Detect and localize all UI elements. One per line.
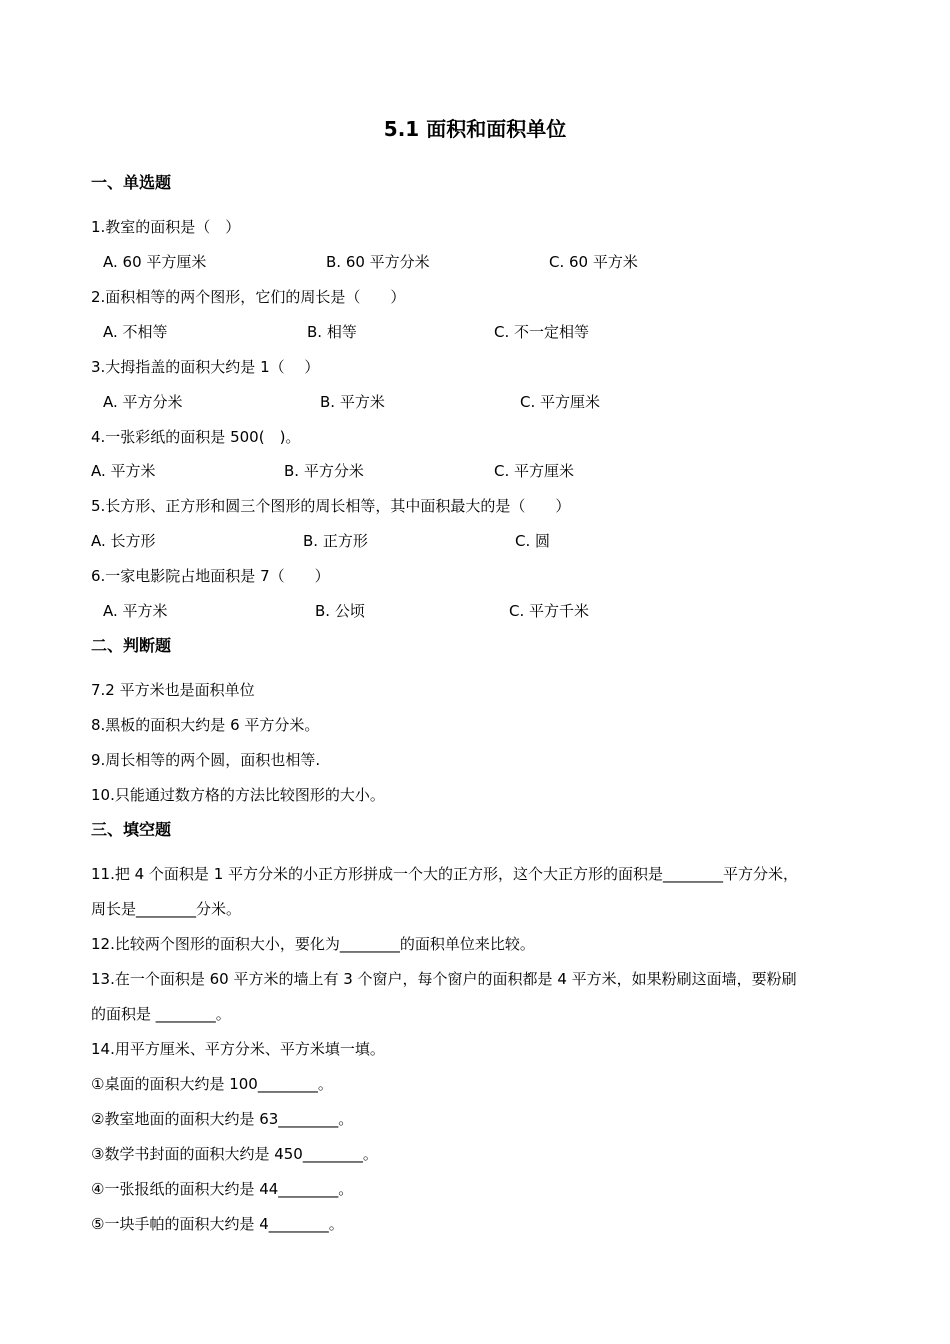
question-2: 2.面积相等的两个图形，它们的周长是（ ） — [91, 288, 406, 306]
q14-item-4: ④一张报纸的面积大约是 44________。 — [91, 1180, 354, 1198]
q2-option-a: A. 不相等 — [103, 323, 168, 341]
q14-item-1: ①桌面的面积大约是 100________。 — [91, 1075, 333, 1093]
q6-option-b: B. 公顷 — [315, 602, 365, 620]
question-13-line-1: 13.在一个面积是 60 平方米的墙上有 3 个窗户，每个窗户的面积都是 4 平方米，如果粉刷这面墙，要粉刷 — [91, 970, 797, 988]
q4-option-b: B. 平方分米 — [284, 462, 364, 480]
q6-option-c: C. 平方千米 — [509, 602, 590, 620]
question-10: 10.只能通过数方格的方法比较图形的大小。 — [91, 786, 385, 804]
section-heading-true-false: 二、判断题 — [91, 636, 172, 655]
question-5: 5.长方形、正方形和圆三个图形的周长相等，其中面积最大的是（ ） — [91, 497, 571, 515]
page-title: 5.1 面积和面积单位 — [383, 117, 567, 141]
q2-option-c: C. 不一定相等 — [494, 323, 590, 341]
q2-option-b: B. 相等 — [307, 323, 357, 341]
question-13-line-2: 的面积是 ________。 — [91, 1005, 231, 1023]
q3-option-c: C. 平方厘米 — [520, 393, 601, 411]
question-1: 1.教室的面积是（ ） — [91, 218, 241, 236]
question-3: 3.大拇指盖的面积大约是 1（ ） — [91, 358, 320, 376]
q6-option-a: A. 平方米 — [103, 602, 168, 620]
q5-option-a: A. 长方形 — [91, 532, 156, 550]
q1-option-a: A. 60 平方厘米 — [103, 253, 207, 271]
question-9: 9.周长相等的两个圆，面积也相等. — [91, 751, 321, 769]
q1-option-c: C. 60 平方米 — [549, 253, 638, 271]
section-heading-fill-blank: 三、填空题 — [91, 820, 172, 839]
q3-option-a: A. 平方分米 — [103, 393, 183, 411]
question-4: 4.一张彩纸的面积是 500( )。 — [91, 428, 301, 446]
q4-option-a: A. 平方米 — [91, 462, 156, 480]
question-6: 6.一家电影院占地面积是 7（ ） — [91, 567, 330, 585]
q5-option-c: C. 圆 — [515, 532, 551, 550]
q5-option-b: B. 正方形 — [303, 532, 368, 550]
q1-option-b: B. 60 平方分米 — [326, 253, 430, 271]
q3-option-b: B. 平方米 — [320, 393, 385, 411]
question-11-line-1: 11.把 4 个面积是 1 平方分米的小正方形拼成一个大的正方形，这个大正方形的面积是________平方分米， — [91, 865, 799, 883]
section-heading-single-choice: 一、单选题 — [91, 173, 172, 192]
q14-item-5: ⑤一块手帕的面积大约是 4________。 — [91, 1215, 344, 1233]
q14-item-3: ③数学书封面的面积大约是 450________。 — [91, 1145, 378, 1163]
question-11-line-2: 周长是________分米。 — [91, 900, 242, 918]
question-8: 8.黑板的面积大约是 6 平方分米。 — [91, 716, 320, 734]
question-7: 7.2 平方米也是面积单位 — [91, 681, 255, 699]
q14-item-2: ②教室地面的面积大约是 63________。 — [91, 1110, 354, 1128]
question-12: 12.比较两个图形的面积大小，要化为________的面积单位来比较。 — [91, 935, 535, 953]
question-14: 14.用平方厘米、平方分米、平方米填一填。 — [91, 1040, 385, 1058]
q4-option-c: C. 平方厘米 — [494, 462, 575, 480]
